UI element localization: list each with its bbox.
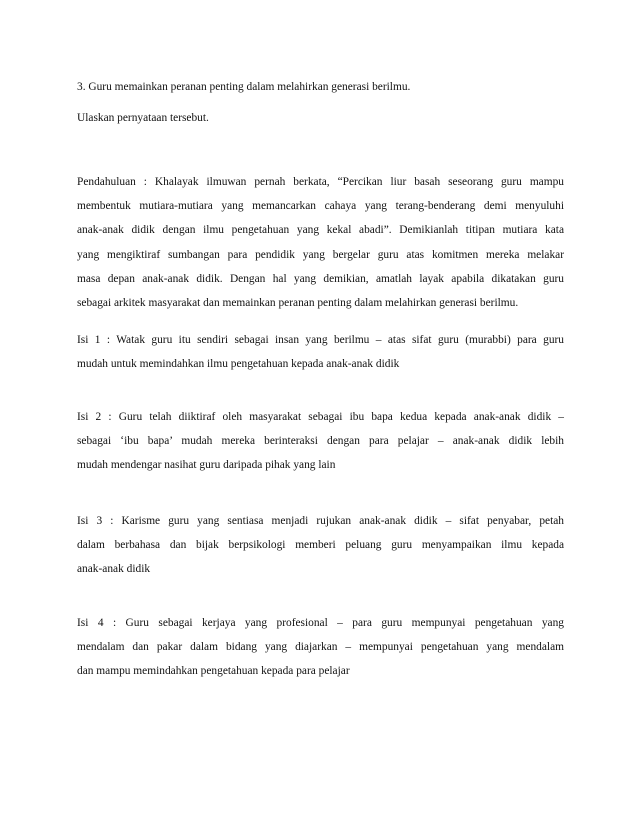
pendahuluan-line: yang mengiktiraf sumbangan para pendidik yang bergelar guru atas komitmen mereka melakar bbox=[77, 248, 564, 261]
isi4-line: mendalam dan pakar dalam bidang yang diajarkan – mempunyai pengetahuan yang mendalam bbox=[77, 641, 564, 654]
instruction-line: Ulaskan pernyataan tersebut. bbox=[77, 112, 209, 124]
paragraph-isi-1 bbox=[77, 328, 564, 376]
question-line: 3. Guru memainkan peranan penting dalam melahirkan generasi berilmu. bbox=[77, 81, 411, 93]
isi2-line: sebagai ‘ibu bapa’ mudah mereka berinteraksi dengan para pelajar – anak-anak didik lebih bbox=[77, 435, 564, 448]
pendahuluan-line: anak-anak didik dengan ilmu pengetahuan yang kekal abadi”. Demikianlah titipan mutiara kata bbox=[77, 224, 564, 237]
isi1-line: Isi 1 : Watak guru itu sendiri sebagai insan yang berilmu – atas sifat guru (murabbi) para guru bbox=[77, 334, 564, 346]
pendahuluan-line: membentuk mutiara-mutiara yang memancarkan cahaya yang terang-benderang demi menyuluhi bbox=[77, 200, 564, 213]
isi2-line: Isi 2 : Guru telah diiktiraf oleh masyarakat sebagai ibu bapa kedua kepada anak-anak didik – bbox=[77, 411, 564, 423]
isi4-line: dan mampu memindahkan pengetahuan kepada para pelajar bbox=[77, 665, 350, 678]
paragraph-isi-2 bbox=[77, 405, 564, 478]
paragraph-isi-3 bbox=[77, 509, 564, 582]
pendahuluan-line: masa depan anak-anak didik. Dengan hal yang demikian, amatlah layak apabila dikatakan guru bbox=[77, 272, 564, 285]
isi3-line: Isi 3 : Karisme guru yang sentiasa menjadi rujukan anak-anak didik – sifat penyabar, petah bbox=[77, 515, 564, 527]
pendahuluan-line: sebagai arkitek masyarakat dan memainkan peranan penting dalam melahirkan generasi berilmu. bbox=[77, 296, 519, 309]
isi4-line: Isi 4 : Guru sebagai kerjaya yang profesional – para guru mempunyai pengetahuan yang bbox=[77, 617, 564, 629]
paragraph-pendahuluan bbox=[77, 170, 564, 315]
isi1-line: mudah untuk memindahkan ilmu pengetahuan kepada anak-anak didik bbox=[77, 358, 400, 371]
pendahuluan-line: Pendahuluan : Khalayak ilmuwan pernah berkata, “Percikan liur basah seseorang guru mampu bbox=[77, 176, 564, 188]
isi2-line: mudah mendengar nasihat guru daripada pihak yang lain bbox=[77, 459, 336, 472]
isi3-line: dalam berbahasa dan bijak berpsikologi memberi peluang guru menyampaikan ilmu kepada bbox=[77, 539, 564, 552]
isi3-line: anak-anak didik bbox=[77, 563, 151, 576]
paragraph-isi-4 bbox=[77, 611, 564, 684]
